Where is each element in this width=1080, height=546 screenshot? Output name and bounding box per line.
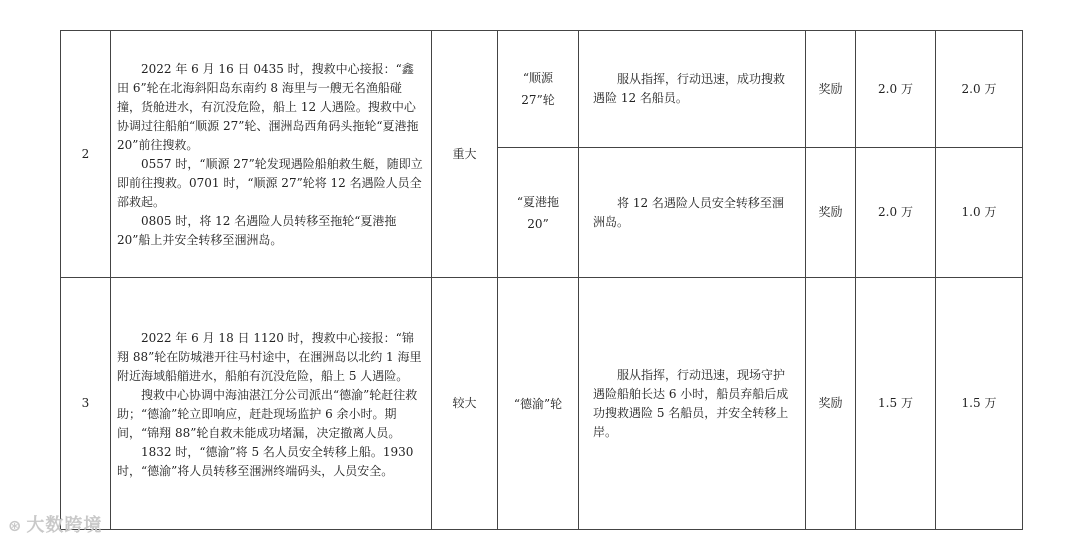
incident-level: 重大 bbox=[432, 31, 498, 278]
performance-description: 服从指挥，行动迅速，现场守护遇险船舶长达 6 小时，船员弃船后成功搜救遇险 5 名船员，并安全转移上岸。 bbox=[579, 278, 806, 530]
watermark-text: 大数跨境 bbox=[26, 515, 103, 536]
watermark bbox=[8, 511, 102, 537]
table-row bbox=[61, 31, 1023, 148]
description-paragraph: 搜救中心协调中海油湛江分公司派出“德渝”轮赶往救助；“德渝”轮立即响应，赶赴现场监护 6 余小时。期间，“锦翔 88”轮自救未能成功堵漏，决定撤离人员。 bbox=[117, 387, 418, 440]
rescue-unit: “顺源 27”轮 bbox=[498, 31, 579, 148]
description-paragraph: 0557 时，“顺源 27”轮发现遇险船舶救生艇，随即立即前往搜救。0701 时，“顺源 27”轮将 12 名遇险人员全部救起。 bbox=[117, 157, 423, 209]
rescue-unit: “德渝”轮 bbox=[498, 278, 579, 530]
reward-amount: 1.5 万 bbox=[856, 278, 936, 530]
reward-amount: 1.0 万 bbox=[936, 148, 1023, 278]
reward-amount: 1.5 万 bbox=[936, 278, 1023, 530]
rescue-unit: “夏港拖 20” bbox=[498, 148, 579, 278]
description-paragraph: 2022 年 6 月 16 日 0435 时，搜救中心接报：“鑫田 6”轮在北海斜阳岛东南约 8 海里与一艘无名渔船碰撞，货舱进水，有沉没危险，船上 12 人遇险。搜救中心协调过往船舶“顺源 27”轮、涠洲岛西角码头拖轮“夏港拖 20”前往搜救。 bbox=[117, 62, 419, 152]
performance-description: 将 12 名遇险人员安全转移至涠洲岛。 bbox=[579, 148, 806, 278]
weibo-icon: ⊛ bbox=[8, 516, 23, 535]
performance-description: 服从指挥，行动迅速，成功搜救遇险 12 名船员。 bbox=[579, 31, 806, 148]
incident-level: 较大 bbox=[432, 278, 498, 530]
table-row bbox=[61, 278, 1023, 530]
description-paragraph: 1832 时，“德渝”将 5 名人员安全转移上船。1930 时，“德渝”将人员转移至涠洲终端码头，人员安全。 bbox=[117, 444, 414, 478]
row-number: 3 bbox=[61, 278, 111, 530]
reward-type: 奖励 bbox=[806, 148, 856, 278]
reward-amount: 2.0 万 bbox=[856, 31, 936, 148]
description-paragraph: 0805 时，将 12 名遇险人员转移至拖轮“夏港拖 20”船上并安全转移至涠洲岛。 bbox=[117, 214, 397, 247]
description-paragraph: 2022 年 6 月 18 日 1120 时，搜救中心接报：“锦翔 88”轮在防城港开往马村途中，在涠洲岛以北约 1 海里附近海域船艏进水，船舶有沉没危险，船上 5 人遇险。 bbox=[117, 330, 422, 383]
reward-amount: 2.0 万 bbox=[856, 148, 936, 278]
reward-type: 奖励 bbox=[806, 31, 856, 148]
reward-table bbox=[60, 30, 1023, 530]
reward-amount: 2.0 万 bbox=[936, 31, 1023, 148]
reward-type: 奖励 bbox=[806, 278, 856, 530]
incident-description bbox=[111, 31, 432, 278]
row-number: 2 bbox=[61, 31, 111, 278]
incident-description bbox=[111, 278, 432, 530]
